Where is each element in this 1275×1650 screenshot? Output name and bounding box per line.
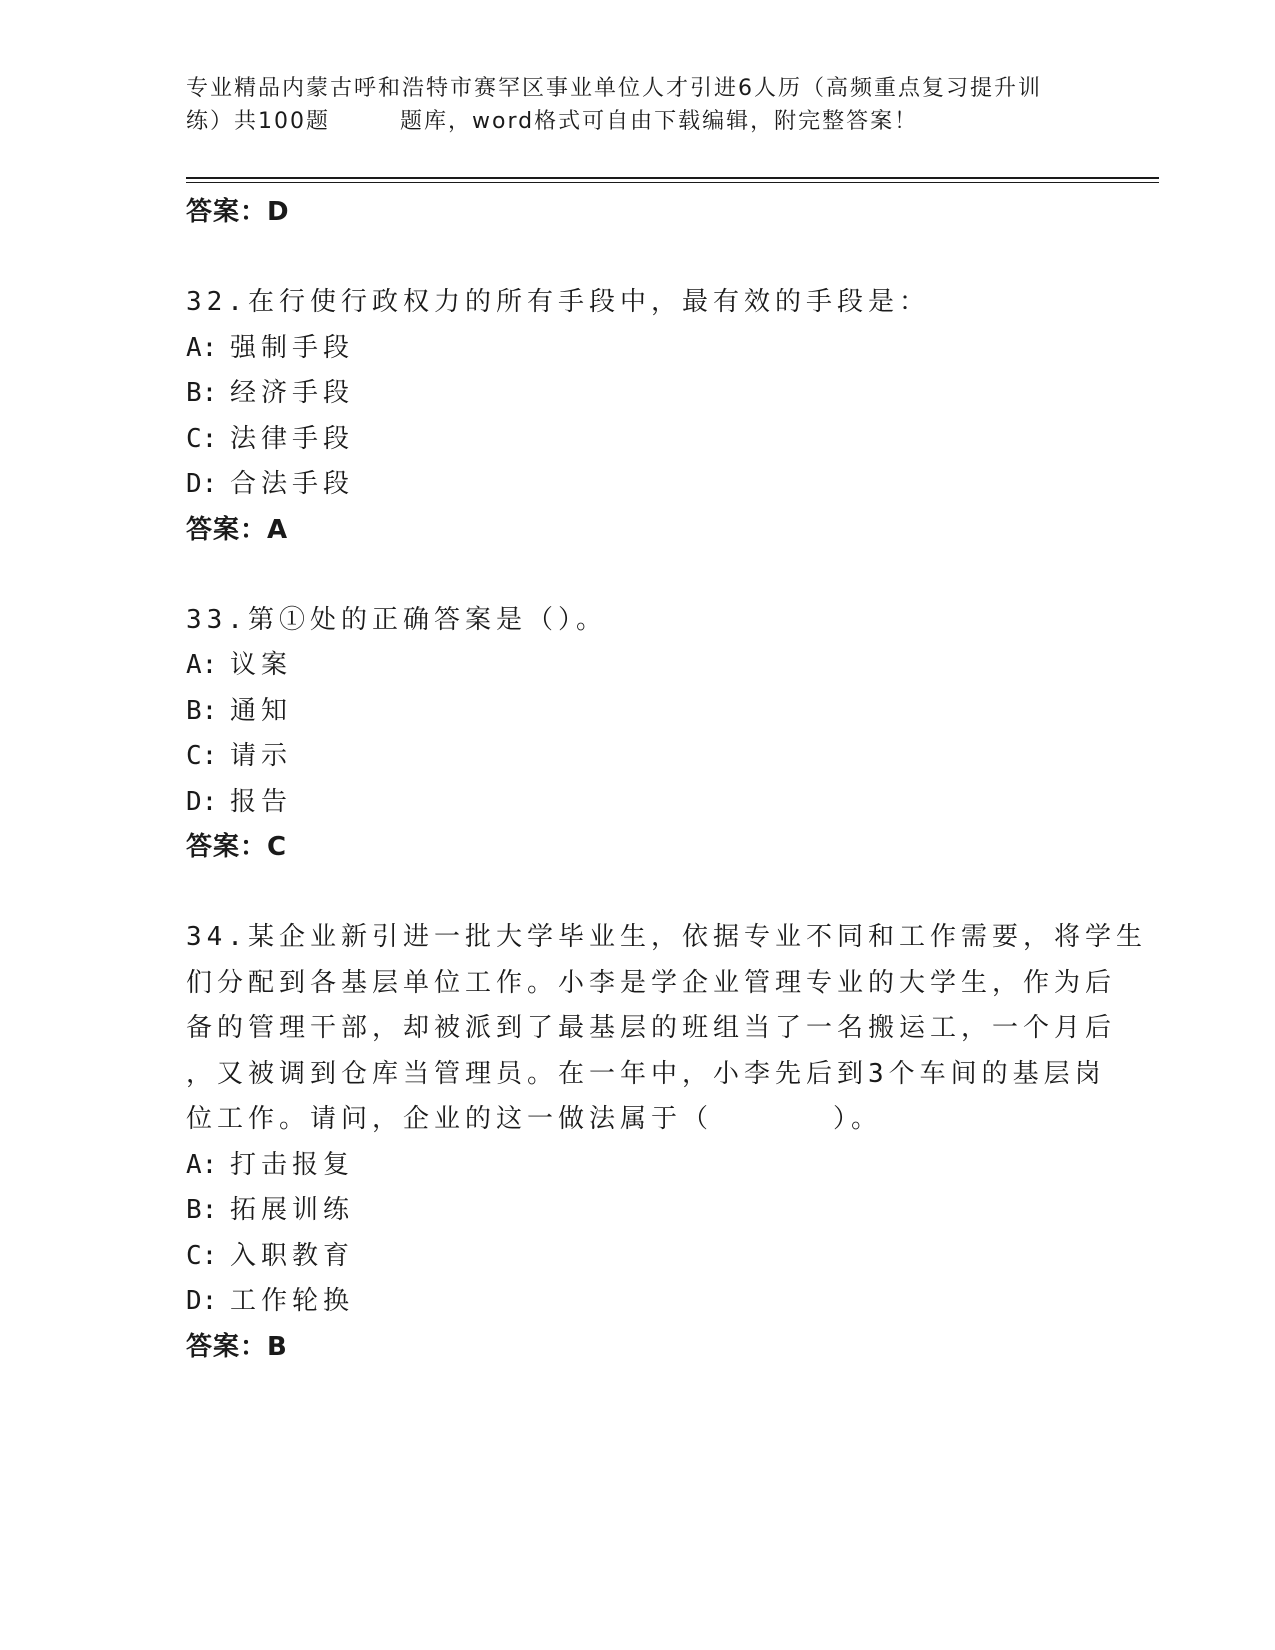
option-letter: A: (186, 650, 218, 680)
option-letter: B: (186, 695, 218, 726)
option-text: 合法手段 (230, 469, 355, 499)
header-divider-thin (186, 182, 1159, 183)
option-text: 通知 (230, 695, 293, 726)
question-content (186, 190, 1147, 1369)
question-stem (186, 280, 1086, 326)
option-b (186, 1188, 1086, 1234)
stem-line: 34.某企业新引进一批大学毕业生，依据专业不同和工作需要，将学生 (186, 922, 1147, 952)
question-stem (186, 598, 1086, 644)
page-header (186, 72, 1086, 138)
question-33 (186, 598, 1086, 870)
option-letter: B: (186, 378, 218, 408)
option-letter: A: (186, 332, 218, 363)
answer-label: 答案：B (186, 1331, 288, 1362)
question-32 (186, 280, 1086, 552)
answer-label: 答案：C (186, 832, 288, 862)
previous-answer: 答案：D (186, 197, 290, 227)
stem-line: 32.在行使行政权力的所有手段中，最有效的手段是： (186, 287, 930, 317)
option-letter: C: (186, 423, 218, 454)
answer-label: 答案：A (186, 514, 289, 545)
option-text: 请示 (230, 741, 293, 771)
option-letter: B: (186, 1195, 218, 1225)
option-a (186, 1143, 1086, 1189)
option-b (186, 371, 1086, 417)
option-text: 入职教育 (230, 1240, 355, 1271)
option-text: 打击报复 (230, 1149, 355, 1180)
stem-line (186, 1097, 1086, 1143)
option-text: 经济手段 (230, 378, 355, 408)
stem-line-text: 位工作。请问，企业的这一做法属于（ (186, 1104, 714, 1134)
option-letter: C: (186, 741, 218, 771)
option-text: 法律手段 (230, 423, 355, 454)
option-letter: D: (186, 1286, 218, 1316)
header-divider-thick (186, 177, 1159, 179)
header-line-2 (186, 105, 1086, 138)
option-text: 报告 (230, 786, 293, 817)
option-letter: A: (186, 1149, 218, 1180)
option-letter: D: (186, 786, 218, 817)
option-text: 议案 (230, 650, 293, 680)
option-c (186, 1234, 1086, 1280)
option-d (186, 462, 1086, 508)
header-line-2-right: 题库，word格式可自由下载编辑，附完整答案！ (400, 109, 919, 134)
option-a (186, 326, 1086, 372)
stem-line-text: ）。 (833, 1104, 883, 1134)
option-c (186, 734, 1086, 780)
question-34 (186, 915, 1147, 1369)
header-line-2-left: 练）共100题 (186, 109, 330, 134)
option-d (186, 780, 1086, 826)
option-letter: D: (186, 469, 218, 499)
question-stem (186, 915, 1147, 1143)
option-a (186, 643, 1086, 689)
header-line-1: 专业精品内蒙古呼和浩特市赛罕区事业单位人才引进6人历（高频重点复习提升训 (186, 76, 1042, 101)
stem-line: 备的管理干部，却被派到了最基层的班组当了一名搬运工，一个月后 (186, 1013, 1117, 1043)
option-text: 拓展训练 (230, 1195, 355, 1225)
option-c (186, 417, 1086, 463)
stem-line: 们分配到各基层单位工作。小李是学企业管理专业的大学生，作为后 (186, 967, 1117, 998)
stem-line: ，又被调到仓库当管理员。在一年中，小李先后到3个车间的基层岗 (186, 1058, 1106, 1089)
option-d (186, 1279, 1086, 1325)
option-letter: C: (186, 1240, 218, 1271)
option-text: 强制手段 (230, 332, 355, 363)
option-b (186, 689, 1086, 735)
option-text: 工作轮换 (230, 1286, 355, 1316)
stem-line: 33.第①处的正确答案是（）。 (186, 604, 607, 635)
